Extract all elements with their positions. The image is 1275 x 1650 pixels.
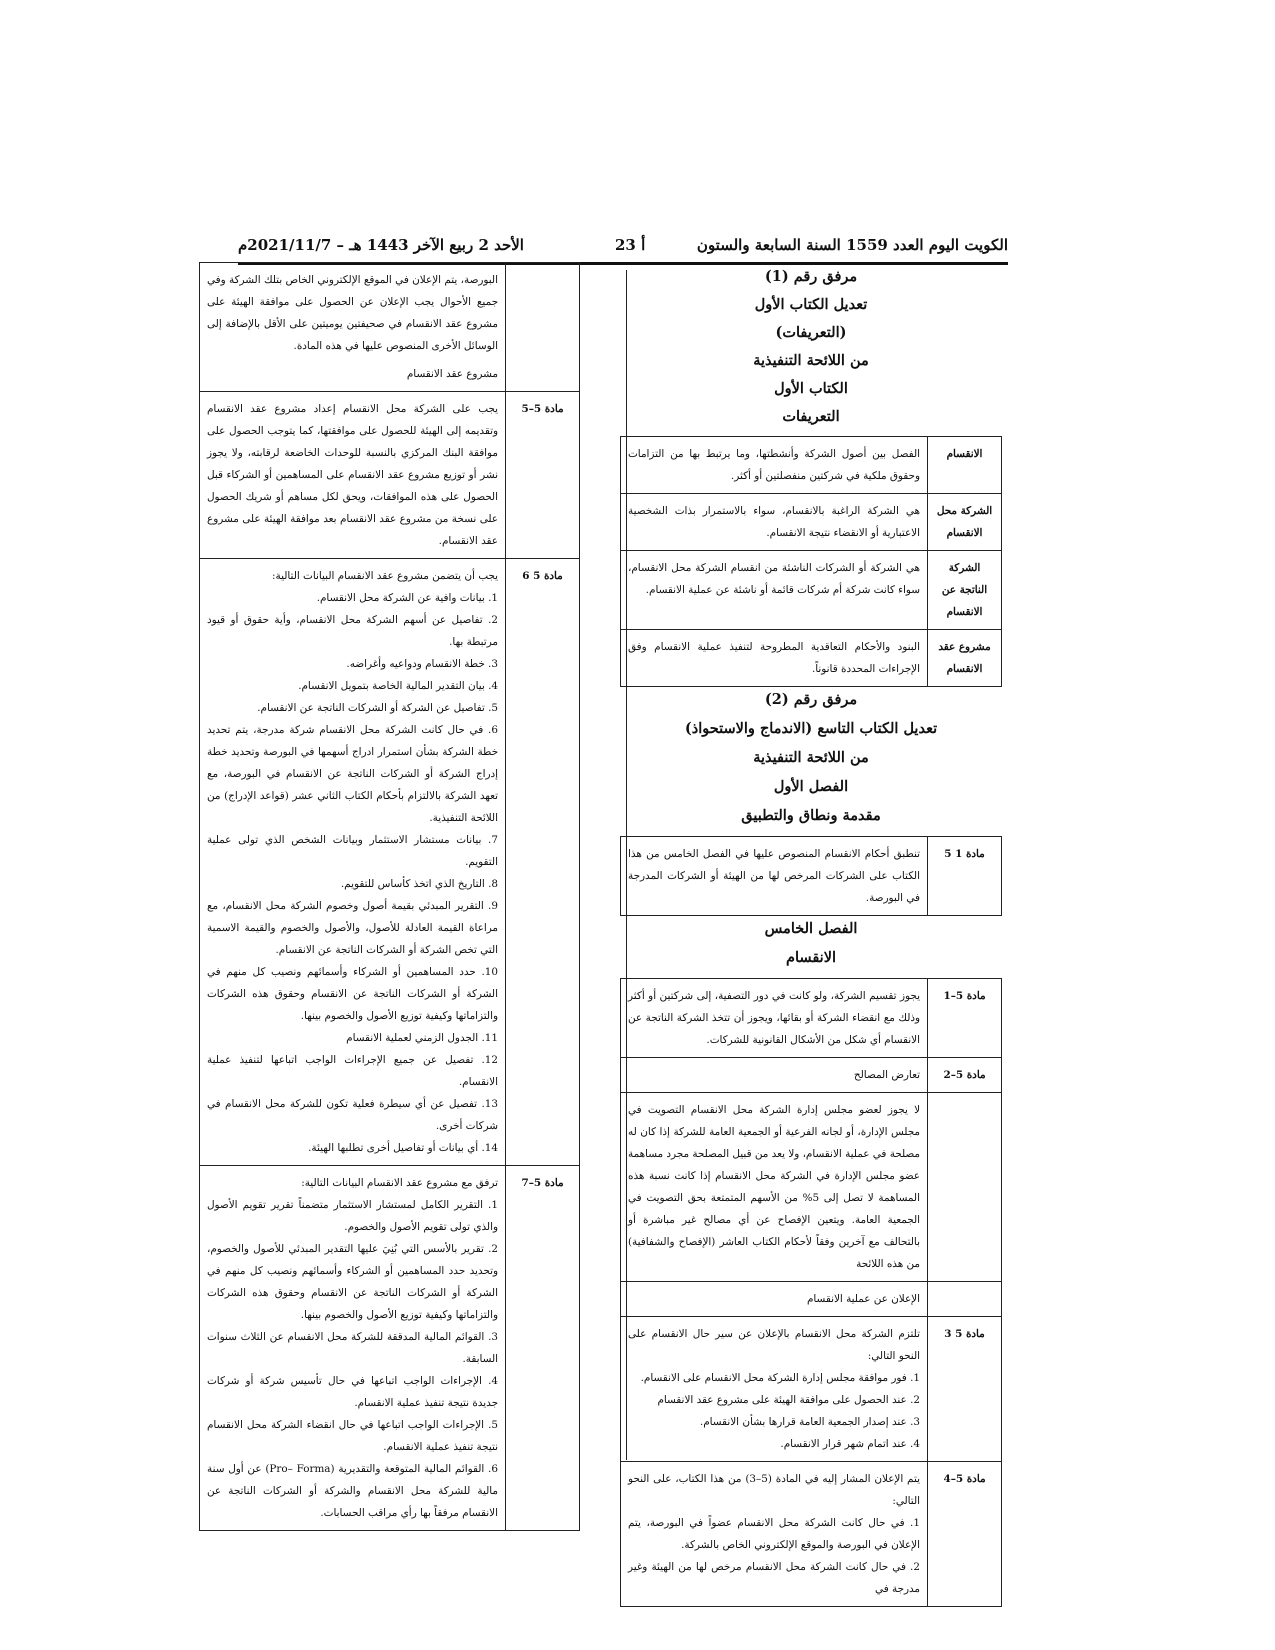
article-5-1-table bbox=[620, 836, 1002, 916]
chapter5-subtitle: الانقسام bbox=[786, 949, 836, 966]
article-intro: تلتزم الشركة محل الانقسام بالإعلان عن سير حال الانقسام على النحو التالي: bbox=[628, 1328, 920, 1362]
list-item: 14. أي بيانات أو تفاصيل أخرى تطلبها الهيئة. bbox=[308, 1142, 498, 1154]
table-row bbox=[621, 494, 1002, 551]
table-row bbox=[621, 1282, 1002, 1317]
list-item: 5. تفاصيل عن الشركة أو الشركات الناتجة عن الانقسام. bbox=[257, 702, 498, 714]
table-row bbox=[200, 263, 580, 392]
article-text: لا يجوز لعضو مجلس إدارة الشركة محل الانقسام التصويت في مجلس الإدارة، أو لجانه الفرعية أو الجمعية العامة للشركة إذا كان له مصلحة في عملية الانقسام، ولا يعد من قبيل المصلحة مجرد مساهمة عضو مجلس الإدارة في الشركة محل الانقسام إذا كانت نسبة هذه المساهمة لا تصل إلى 5% من الأسهم المتمتعة بحق التصويت في الجمعية العامة. ويتعين الإفصاح عن أي مصالح غير مباشرة أو بالتحالف مع آخرين وفقاً لأحكام الكتاب العاشر (الإفصاح والشفافية) من هذه اللائحة bbox=[621, 1093, 928, 1282]
definition-term: الشركة محل الانقسام bbox=[928, 494, 1002, 551]
annex1-title: مرفق رقم (1) bbox=[764, 268, 858, 285]
definition-term: مشروع عقد الانقسام bbox=[928, 630, 1002, 687]
definition-term: الشركة الناتجة عن الانقسام bbox=[928, 551, 1002, 630]
list-item: 12. تفصيل عن جميع الإجراءات الواجب اتباعها لتنفيذ عملية الانقسام. bbox=[207, 1054, 498, 1088]
article-text bbox=[621, 1317, 928, 1462]
definitions-table bbox=[620, 436, 1002, 687]
table-row bbox=[621, 1093, 1002, 1282]
section-heading: مشروع عقد الانقسام bbox=[406, 368, 498, 380]
articles-table bbox=[620, 978, 1002, 1607]
article-label: مادة 5–7 bbox=[506, 1166, 580, 1531]
gazette-issue-info: الكويت اليوم العدد 1559 السنة السابعة والستون bbox=[696, 236, 1008, 254]
list-item: 2. تقرير بالأسس التي بُنِيَ عليها التقدير المبدئي للأصول والخصوم، وتحديد حدد المساهمين أو الشركاء وأسمائهم ونصيب كل منهم في الشركة أو الشركات الناتجة عن الانقسام وحقوق هذه الشركات والتزاماتها وكيفية توزيع الأصول والخصوم بينها. bbox=[207, 1243, 498, 1321]
list-item: 5. الإجراءات الواجب اتباعها في حال انقضاء الشركة محل الانقسام نتيجة تنفيذ عملية الانقسام. bbox=[207, 1419, 498, 1453]
annex2-line5: مقدمة ونطاق والتطبيق bbox=[741, 807, 881, 824]
table-row bbox=[200, 1166, 580, 1531]
list-item: 8. التاريخ الذي اتخذ كأساس للتقويم. bbox=[340, 878, 498, 890]
article-label: مادة 5 6 bbox=[506, 559, 580, 1166]
list-item: 1. فور موافقة مجلس إدارة الشركة محل الانقسام على الانقسام. bbox=[640, 1372, 920, 1384]
list-item: 3. خطة الانقسام ودواعيه وأغراضه. bbox=[346, 658, 498, 670]
definition-text: هي الشركة الراغبة بالانقسام، سواء بالاستمرار بذات الشخصية الاعتبارية أو الانقضاء نتيجة الانقسام. bbox=[621, 494, 928, 551]
article-text: الإعلان عن عملية الانقسام bbox=[621, 1282, 928, 1317]
table-row bbox=[621, 437, 1002, 494]
annex1-line6: التعريفات bbox=[782, 408, 840, 425]
article-label: مادة 5–4 bbox=[928, 1462, 1002, 1607]
list-item: 6. القوائم المالية المتوقعة والتقديرية (Pro– Forma) عن أول سنة مالية للشركة محل الانقسام والشركة أو الشركات الناتجة عن الانقسام مرفقاً بها رأي مراقب الحسابات. bbox=[207, 1463, 498, 1519]
definition-text: هي الشركة أو الشركات الناشئة من انقسام الشركة محل الانقسام، سواء كانت شركة أم شركات قائمة أو ناشئة عن عملية الانقسام. bbox=[621, 551, 928, 630]
article-intro: يتم الإعلان المشار إليه في المادة (5–3) من هذا الكتاب، على النحو التالي: bbox=[628, 1473, 921, 1507]
definition-text: البنود والأحكام التعاقدية المطروحة لتنفيذ عملية الانقسام وفق الإجراءات المحددة قانوناً. bbox=[621, 630, 928, 687]
table-row bbox=[621, 630, 1002, 687]
page-header bbox=[238, 236, 1008, 265]
table-row bbox=[200, 559, 580, 1166]
annex2-line3: من اللائحة التنفيذية bbox=[753, 749, 869, 766]
article-label bbox=[928, 1093, 1002, 1282]
issue-date: الأحد 2 ربيع الآخر 1443 هـ – 2021/11/7م bbox=[238, 236, 524, 254]
table-row bbox=[621, 1058, 1002, 1093]
table-row bbox=[621, 1462, 1002, 1607]
left-articles-table bbox=[199, 262, 580, 1531]
article-text: يجوز تقسيم الشركة، ولو كانت في دور التصفية، إلى شركتين أو أكثر وذلك مع انقضاء الشركة أو بقائها، ويجوز أن تتخذ الشركة الناتجة عن الانقسام أي شكل من الأشكال القانونية للشركات. bbox=[621, 979, 928, 1058]
article-text bbox=[200, 559, 506, 1166]
annex1-line5: الكتاب الأول bbox=[774, 380, 848, 397]
definition-text: الفصل بين أصول الشركة وأنشطتها، وما يرتبط بها من التزامات وحقوق ملكية في شركتين منفصلتين أو أكثر. bbox=[621, 437, 928, 494]
annex1-line3: (التعريفات) bbox=[775, 324, 847, 341]
annex2-line4: الفصل الأول bbox=[773, 778, 849, 795]
table-row bbox=[621, 1317, 1002, 1462]
definition-term: الانقسام bbox=[928, 437, 1002, 494]
article-label: مادة 5 3 bbox=[928, 1317, 1002, 1462]
page-number: أ 23 bbox=[615, 236, 646, 254]
article-intro: ترفق مع مشروع عقد الانقسام البيانات التالية: bbox=[301, 1177, 498, 1189]
article-label: مادة 1 5 bbox=[928, 837, 1002, 916]
annex1-line2: تعديل الكتاب الأول bbox=[754, 296, 868, 313]
right-column bbox=[620, 262, 1002, 1607]
article-text bbox=[621, 1462, 928, 1607]
list-item: 1. بيانات وافية عن الشركة محل الانقسام. bbox=[316, 592, 498, 604]
list-item: 11. الجدول الزمني لعملية الانقسام bbox=[346, 1032, 498, 1044]
article-text bbox=[200, 1166, 506, 1531]
left-column bbox=[199, 262, 580, 1531]
list-item: 13. تفصيل عن أي سيطرة فعلية تكون للشركة محل الانقسام في شركات أخرى. bbox=[207, 1098, 498, 1132]
list-item: 4. الإجراءات الواجب اتباعها في حال تأسيس شركة أو شركات جديدة نتيجة تنفيذ عملية الانقسام. bbox=[207, 1375, 498, 1409]
article-text bbox=[200, 263, 506, 392]
list-item: 3. القوائم المالية المدققة للشركة محل الانقسام عن الثلاث سنوات السابقة. bbox=[207, 1331, 498, 1365]
table-row bbox=[200, 392, 580, 559]
article-text: تعارض المصالح bbox=[621, 1058, 928, 1093]
list-item: 6. في حال كانت الشركة محل الانقسام شركة مدرجة، يتم تحديد خطة الشركة بشأن استمرار ادراج أسهمها في البورصة وتحديد خطة إدراج الشركة أو الشركات الناتجة عن الانقسام في البورصة، مع تعهد الشركة بالالتزام بأحكام الكتاب الثاني عشر (قواعد الإدراج) من اللائحة التنفيذية. bbox=[207, 724, 498, 824]
list-item: 2. تفاصيل عن أسهم الشركة محل الانقسام، وأية حقوق أو قيود مرتبطة بها. bbox=[207, 614, 498, 648]
annex2-line2: تعديل الكتاب التاسع (الاندماج والاستحواذ) bbox=[684, 720, 938, 737]
list-item: 4. عند اتمام شهر قرار الانقسام. bbox=[780, 1438, 920, 1450]
list-item: 2. في حال كانت الشركة محل الانقسام مرخص لها من الهيئة وغير مدرجة في bbox=[628, 1561, 920, 1595]
list-item: 9. التقرير المبدئي بقيمة أصول وخصوم الشركة محل الانقسام، مع مراعاة القيمة العادلة للأصول، والأصول والخصوم والقيمة الاسمية التي تخص الشركة أو الشركات الناتجة عن الانقسام. bbox=[207, 900, 498, 956]
list-item: 2. عند الحصول على موافقة الهيئة على مشروع عقد الانقسام bbox=[657, 1394, 920, 1406]
list-item: 3. عند إصدار الجمعية العامة قرارها بشأن الانقسام. bbox=[699, 1416, 920, 1428]
article-text: تنطبق أحكام الانقسام المنصوص عليها في الفصل الخامس من هذا الكتاب على الشركات المرخص لها من الهيئة أو الشركات المدرجة في البورصة. bbox=[621, 837, 928, 916]
list-item: 1. في حال كانت الشركة محل الانقسام عضواً في البورصة، يتم الإعلان في البورصة والموقع الإلكتروني الخاص بالشركة. bbox=[628, 1517, 920, 1551]
list-item: 7. بيانات مستشار الاستثمار وبيانات الشخص الذي تولى عملية التقويم. bbox=[207, 834, 498, 868]
list-item: 10. حدد المساهمين أو الشركاء وأسمائهم ونصيب كل منهم في الشركة أو الشركات الناتجة عن الانقسام وحقوق هذه الشركات والتزاماتها وكيفية توزيع الأصول والخصوم بينها. bbox=[207, 966, 498, 1022]
table-row bbox=[621, 837, 1002, 916]
list-item: 4. بيان التقدير المالية الخاصة بتمويل الانقسام. bbox=[298, 680, 498, 692]
list-item: 1. التقرير الكامل لمستشار الاستثمار متضمناً تقرير تقويم الأصول والذي تولى تقويم الأصول والخصوم. bbox=[207, 1199, 498, 1233]
table-row bbox=[621, 551, 1002, 630]
continued-text: البورصة، يتم الإعلان في الموقع الإلكتروني الخاص بتلك الشركة وفي جميع الأحوال يجب الإعلان عن الحصول على موافقة الهيئة على مشروع عقد الانقسام في صحيفتين يوميتين على الأقل بالإضافة إلى الوسائل الأخرى المنصوص عليها في هذه المادة. bbox=[207, 274, 498, 352]
table-row bbox=[621, 979, 1002, 1058]
article-label: مادة 5–1 bbox=[928, 979, 1002, 1058]
article-text: يجب على الشركة محل الانقسام إعداد مشروع عقد الانقسام وتقديمه إلى الهيئة للحصول على موافقتها، كما يتوجب الحصول على موافقة البنك المركزي بالنسبة للوحدات الخاضعة لرقابته، ولا يجوز نشر أو توزيع مشروع عقد الانقسام على المساهمين أو الشركاء قبل الحصول على هذه الموافقات، ويحق لكل مساهم أو شريك الحصول على نسخة من مشروع عقد الانقسام بعد موافقة الهيئة على مشروع عقد الانقسام. bbox=[200, 392, 506, 559]
annex2-title: مرفق رقم (2) bbox=[764, 691, 858, 708]
article-label: مادة 5–2 bbox=[928, 1058, 1002, 1093]
annex1-line4: من اللائحة التنفيذية bbox=[753, 352, 869, 369]
article-intro: يجب أن يتضمن مشروع عقد الانقسام البيانات التالية: bbox=[272, 570, 498, 582]
chapter5-title: الفصل الخامس bbox=[764, 920, 858, 937]
article-label bbox=[928, 1282, 1002, 1317]
article-label: مادة 5–5 bbox=[506, 392, 580, 559]
